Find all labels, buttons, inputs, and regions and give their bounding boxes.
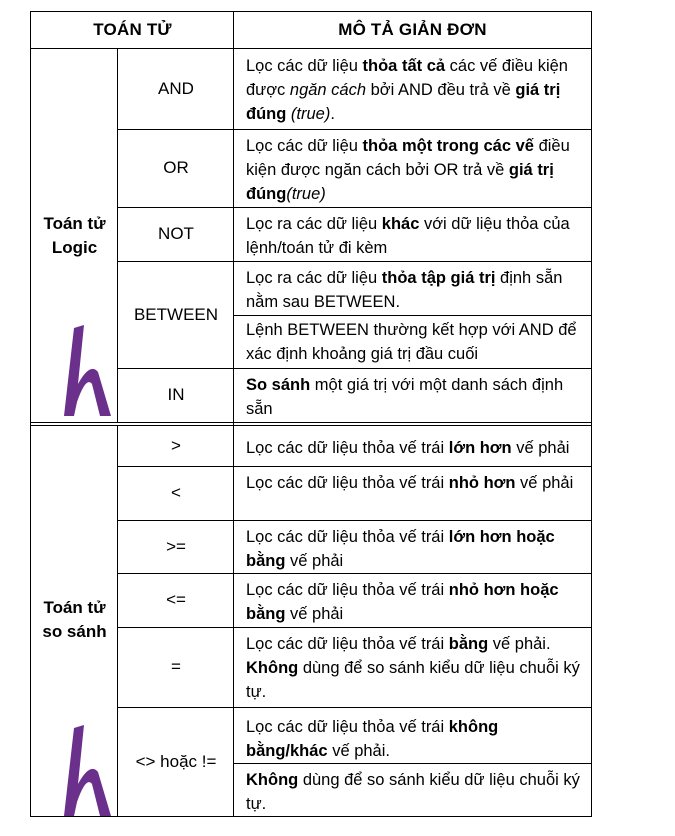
- border-col-1b: [117, 425, 118, 817]
- op-gte: >=: [166, 536, 186, 556]
- row-sep: [117, 520, 592, 521]
- op-lt: <: [171, 483, 181, 502]
- border-bottom: [30, 816, 592, 817]
- group-compare-title-line2: so sánh: [42, 622, 107, 641]
- row-sep: [117, 261, 592, 262]
- border-top: [30, 11, 592, 12]
- border-left: [30, 11, 31, 817]
- desc-lt: Lọc các dữ liệu thỏa vế trái nhỏ hơn vế phải: [246, 474, 574, 492]
- row-sep: [233, 315, 592, 316]
- desc-and: Lọc các dữ liệu thỏa tất cả các vế điều kiện được ngăn cách bởi AND đều trả về giá trị đúng (true).: [246, 57, 568, 123]
- row-sep: [117, 573, 592, 574]
- op-eq: =: [171, 657, 181, 676]
- desc-gt: Lọc các dữ liệu thỏa vế trái lớn hơn vế phải: [246, 439, 570, 457]
- border-header-bottom: [30, 48, 592, 49]
- op-gt: >: [171, 436, 181, 455]
- row-sep: [117, 368, 592, 369]
- row-sep: [117, 466, 592, 467]
- header-operator: TOÁN TỬ: [93, 20, 172, 39]
- desc-between-2: Lệnh BETWEEN thường kết hợp với AND để xác định khoảng giá trị đầu cuối: [246, 321, 577, 363]
- header-description: MÔ TẢ GIẢN ĐƠN: [338, 20, 487, 39]
- row-sep: [117, 707, 592, 708]
- row-sep: [117, 207, 592, 208]
- op-neq: <> hoặc !=: [135, 751, 217, 771]
- op-between: BETWEEN: [133, 304, 219, 324]
- op-not: NOT: [158, 224, 194, 243]
- border-col-2: [233, 11, 234, 817]
- group-compare-title: [31, 584, 118, 656]
- group-sep-top: [30, 422, 592, 423]
- h-logo-icon: [62, 722, 112, 818]
- group-logic-title-line2: Logic: [51, 238, 98, 257]
- desc-gte: Lọc các dữ liệu thỏa vế trái lớn hơn hoặc bằng vế phải: [246, 528, 555, 570]
- desc-in: So sánh một giá trị với một danh sách định sẵn: [246, 376, 564, 418]
- group-logic-title: [31, 200, 118, 272]
- op-in: IN: [167, 385, 185, 404]
- desc-or: Lọc các dữ liệu thỏa một trong các vế điều kiện được ngăn cách bởi OR trả về giá trị đúng(true): [246, 137, 570, 203]
- desc-neq-1: Lọc các dữ liệu thỏa vế trái không bằng/khác vế phải.: [246, 718, 499, 760]
- h-logo-icon: [62, 322, 112, 418]
- desc-lte: Lọc các dữ liệu thỏa vế trái nhỏ hơn hoặc bằng vế phải: [246, 581, 559, 623]
- desc-eq: Lọc các dữ liệu thỏa vế trái bằng vế phải. Không dùng để so sánh kiểu dữ liệu chuỗi ký tự.: [246, 635, 580, 701]
- row-sep: [117, 627, 592, 628]
- border-right: [591, 11, 592, 817]
- group-logic-title-line1: Toán tử: [43, 214, 106, 233]
- border-col-1: [117, 48, 118, 423]
- op-lte: <=: [166, 590, 186, 609]
- group-compare-title-line1: Toán tử: [43, 598, 106, 617]
- op-and: AND: [158, 79, 194, 98]
- desc-not: Lọc ra các dữ liệu khác với dữ liệu thỏa của lệnh/toán tử đi kèm: [246, 215, 570, 257]
- op-or: OR: [163, 158, 189, 177]
- desc-between-1: Lọc ra các dữ liệu thỏa tập giá trị định sẵn nằm sau BETWEEN.: [246, 269, 563, 311]
- group-sep-bottom: [30, 425, 592, 426]
- desc-neq-2: Không dùng để so sánh kiểu dữ liệu chuỗi ký tự.: [246, 771, 580, 813]
- row-sep: [233, 763, 592, 764]
- row-sep: [117, 129, 592, 130]
